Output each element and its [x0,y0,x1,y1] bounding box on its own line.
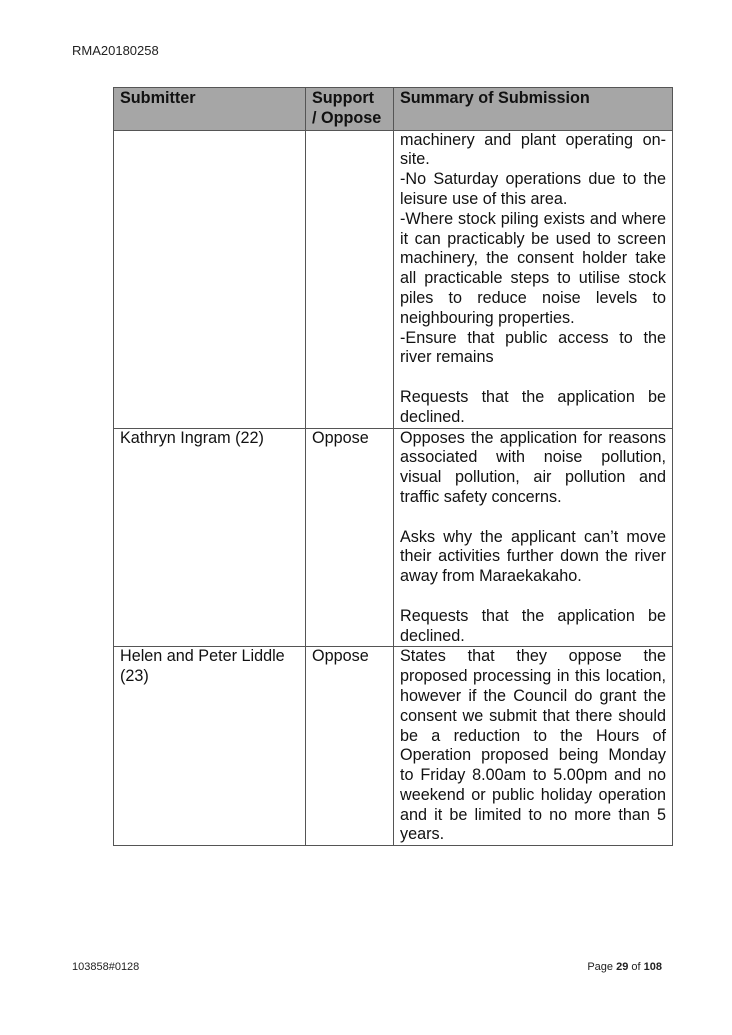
document-reference: RMA20180258 [72,43,159,58]
submissions-table [113,87,673,846]
position-cell: Oppose [306,647,394,846]
footer-doc-id: 103858#0128 [72,961,140,973]
table-row [114,428,673,647]
summary-cell [394,647,673,846]
summary-paragraph: States that they oppose the proposed processing in this location, however if the Council do grant the consent we submit that there should be a reduction to the Hours of Operation proposed being Monday to Friday 8.00am to 5.00pm and no weekend or public holiday operation and it be limited to no more than 5 years. [400,647,666,844]
summary-paragraph: -Where stock piling exists and where it can practicably be used to screen machinery, the consent holder take all practicable steps to utilise stock piles to reduce noise levels to neighbouring properties. [400,209,666,327]
table-row [114,130,673,428]
header-submitter: Submitter [114,88,306,131]
submitter-cell [114,130,306,428]
summary-cell [394,428,673,647]
summary-paragraph: Asks why the applicant can’t move their activities further down the river away from Maraekakaho. [400,527,666,586]
summary-paragraph: -Ensure that public access to the river remains [400,328,666,367]
submitter-cell: Helen and Peter Liddle (23) [114,647,306,846]
summary-cell [394,130,673,428]
summary-paragraph: -No Saturday operations due to the leisure use of this area. [400,170,666,208]
table-row [114,647,673,846]
header-summary: Summary of Submission [394,88,673,131]
table-header-row [114,88,673,131]
header-support-oppose [306,88,394,131]
summary-paragraph: Requests that the application be declined. [400,387,666,426]
header-support-line2: / Oppose [312,108,382,127]
footer-page-number: Page 29 of 108 [587,961,662,973]
submitter-cell: Kathryn Ingram (22) [114,428,306,647]
position-cell [306,130,394,428]
summary-paragraph: Requests that the application be declined. [400,606,666,645]
summary-paragraph: Opposes the application for reasons associated with noise pollution, visual pollution, air pollution and traffic safety concerns. [400,428,666,506]
paragraph-spacer [400,587,666,607]
paragraph-spacer [400,368,666,388]
summary-paragraph: machinery and plant operating on-site. [400,130,666,169]
header-support-line1: Support [312,89,375,107]
paragraph-spacer [400,508,666,528]
position-cell: Oppose [306,428,394,647]
